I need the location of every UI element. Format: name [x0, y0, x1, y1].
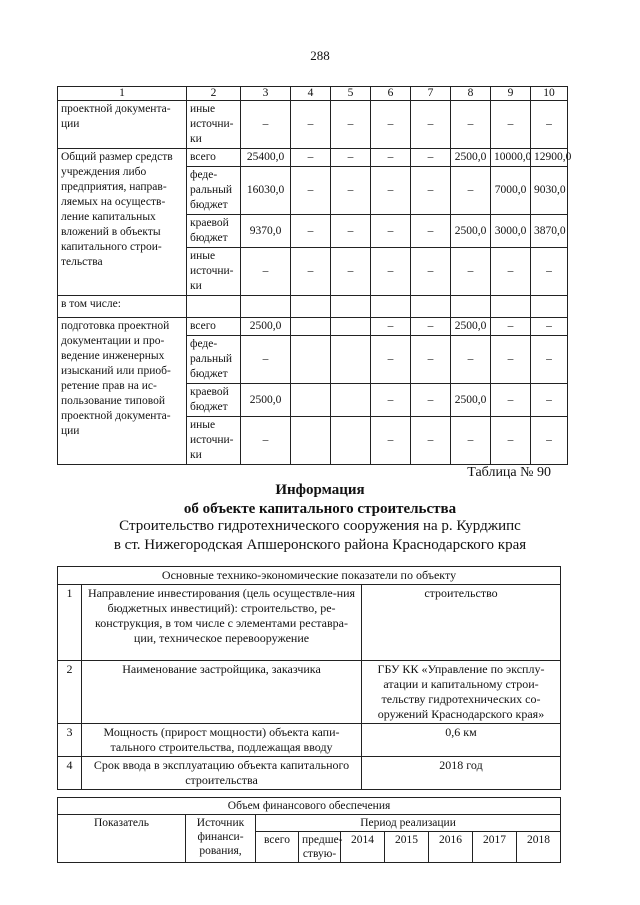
- year-column-header: 2018: [517, 832, 561, 863]
- value-cell: –: [451, 336, 491, 384]
- value-cell: –: [451, 101, 491, 149]
- value-cell: –: [411, 101, 451, 149]
- value-cell: –: [531, 318, 568, 336]
- indicators-header: Основные технико-экономические показатели по объекту: [58, 567, 561, 585]
- value-cell: –: [531, 417, 568, 465]
- value-cell: –: [451, 248, 491, 296]
- indicators-table: [57, 566, 561, 790]
- col-header: 10: [531, 87, 568, 101]
- value-cell: 12900,0: [531, 149, 568, 167]
- value-cell: [331, 336, 371, 384]
- object-title: [0, 517, 640, 555]
- indicator-column-header: Показатель: [58, 815, 186, 863]
- year-column-header: 2016: [429, 832, 473, 863]
- value-cell: –: [371, 384, 411, 417]
- value-cell: –: [241, 336, 291, 384]
- value-cell: –: [451, 417, 491, 465]
- value-cell: –: [531, 248, 568, 296]
- table-row: [58, 149, 568, 167]
- row-number: 4: [58, 757, 82, 790]
- value-cell: –: [291, 215, 331, 248]
- value-cell: [291, 318, 331, 336]
- indicator-name: Наименование застройщика, заказчика: [82, 661, 362, 724]
- value-cell: –: [331, 215, 371, 248]
- page-number: 288: [310, 48, 330, 63]
- value-cell: –: [531, 101, 568, 149]
- year-column-header: 2017: [473, 832, 517, 863]
- value-cell: 2500,0: [451, 149, 491, 167]
- value-cell: –: [531, 336, 568, 384]
- in-that-number-label: в том числе:: [58, 296, 187, 318]
- value-cell: –: [241, 248, 291, 296]
- value-cell: –: [371, 248, 411, 296]
- value-cell: –: [411, 318, 451, 336]
- title-line: об объекте капитального строительства: [183, 501, 457, 517]
- value-cell: [331, 318, 371, 336]
- col-header: 2: [187, 87, 241, 101]
- value-cell: –: [411, 215, 451, 248]
- source-cell: иные источни-ки: [187, 417, 241, 465]
- value-cell: –: [411, 248, 451, 296]
- source-cell: краевой бюджет: [187, 215, 241, 248]
- document-title: [0, 481, 640, 519]
- value-cell: –: [291, 149, 331, 167]
- year-column-header: 2015: [385, 832, 429, 863]
- value-cell: –: [331, 149, 371, 167]
- value-cell: –: [491, 101, 531, 149]
- value-cell: –: [491, 248, 531, 296]
- finance-table: [57, 797, 561, 863]
- row-label: проектной документа-ции: [58, 101, 187, 149]
- value-cell: –: [371, 101, 411, 149]
- finance-header: Объем финансового обеспечения: [58, 798, 561, 815]
- value-cell: –: [411, 417, 451, 465]
- row-label: подготовка проектной документации и про-ведение инженерных изысканий или приоб-ретение прав на ис-пользование типовой проектной документа-ции: [58, 318, 187, 465]
- value-cell: –: [411, 336, 451, 384]
- row-number: 2: [58, 661, 82, 724]
- investment-table: [57, 86, 572, 465]
- year-column-header: 2014: [341, 832, 385, 863]
- col-header: 9: [491, 87, 531, 101]
- value-cell: –: [291, 167, 331, 215]
- source-cell: феде-ральный бюджет: [187, 167, 241, 215]
- value-cell: [291, 384, 331, 417]
- col-header: 7: [411, 87, 451, 101]
- value-cell: [331, 384, 371, 417]
- col-header: 1: [58, 87, 187, 101]
- value-cell: –: [331, 101, 371, 149]
- row-number: 1: [58, 585, 82, 661]
- table-row: [58, 724, 561, 757]
- value-cell: –: [411, 384, 451, 417]
- source-cell: всего: [187, 318, 241, 336]
- previous-column-header: предше-ствую-: [299, 832, 341, 863]
- indicator-value: 0,6 км: [362, 724, 561, 757]
- source-cell: краевой бюджет: [187, 384, 241, 417]
- title-line: в ст. Нижегородская Апшеронского района Краснодарского края: [113, 537, 527, 553]
- indicator-name: Мощность (прирост мощности) объекта капи-тального строительства, подлежащая вводу: [82, 724, 362, 757]
- title-line: Информация: [275, 482, 365, 498]
- value-cell: 9370,0: [241, 215, 291, 248]
- title-line: Строительство гидротехнического сооружения на р. Курджипс: [119, 518, 521, 534]
- table-row: [58, 757, 561, 790]
- table-row: [58, 101, 568, 149]
- value-cell: –: [491, 417, 531, 465]
- value-cell: –: [241, 101, 291, 149]
- indicator-name: Срок ввода в эксплуатацию объекта капитального строительства: [82, 757, 362, 790]
- value-cell: [331, 417, 371, 465]
- value-cell: 2500,0: [451, 384, 491, 417]
- value-cell: 16030,0: [241, 167, 291, 215]
- value-cell: 2500,0: [451, 318, 491, 336]
- row-number: 3: [58, 724, 82, 757]
- value-cell: –: [291, 101, 331, 149]
- row-label: Общий размер средств учреждения либо предприятия, направ-ляемых на осуществ-ление капитальных вложений в объекты капитального строи-тельства: [58, 149, 187, 296]
- total-column-header: всего: [256, 832, 299, 863]
- source-cell: феде-ральный бюджет: [187, 336, 241, 384]
- value-cell: –: [531, 384, 568, 417]
- indicator-name: Направление инвестирования (цель осуществле-ния бюджетных инвестиций): строительство, ре-конструкция, в том числе с элементами реставра-ции, техническое перевооружение: [82, 585, 362, 661]
- value-cell: –: [411, 167, 451, 215]
- value-cell: 2500,0: [241, 318, 291, 336]
- value-cell: –: [491, 336, 531, 384]
- col-header: 6: [371, 87, 411, 101]
- value-cell: –: [371, 215, 411, 248]
- source-cell: всего: [187, 149, 241, 167]
- value-cell: –: [371, 149, 411, 167]
- value-cell: –: [331, 167, 371, 215]
- value-cell: –: [371, 318, 411, 336]
- table-row: [58, 585, 561, 661]
- value-cell: 3000,0: [491, 215, 531, 248]
- table-row: [58, 296, 568, 318]
- value-cell: 2500,0: [241, 384, 291, 417]
- value-cell: –: [241, 417, 291, 465]
- value-cell: 10000,0: [491, 149, 531, 167]
- value-cell: –: [291, 248, 331, 296]
- col-header: 4: [291, 87, 331, 101]
- column-number-row: [58, 87, 568, 101]
- value-cell: –: [331, 248, 371, 296]
- source-cell: иные источни-ки: [187, 248, 241, 296]
- indicator-value: строительство: [362, 585, 561, 661]
- value-cell: –: [371, 336, 411, 384]
- value-cell: –: [371, 417, 411, 465]
- col-header: 5: [331, 87, 371, 101]
- indicator-value: 2018 год: [362, 757, 561, 790]
- table-row: [58, 318, 568, 336]
- value-cell: 7000,0: [491, 167, 531, 215]
- value-cell: [291, 417, 331, 465]
- table-row: [58, 661, 561, 724]
- value-cell: –: [411, 149, 451, 167]
- value-cell: [291, 336, 331, 384]
- period-column-header: Период реализации: [256, 815, 561, 832]
- indicator-value: ГБУ КК «Управление по эксплу-атации и капитальному строи-тельству гидротехнических со-оружений Краснодарского края»: [362, 661, 561, 724]
- value-cell: –: [451, 167, 491, 215]
- col-header: 8: [451, 87, 491, 101]
- value-cell: 25400,0: [241, 149, 291, 167]
- table-caption: Таблица № 90: [467, 465, 551, 480]
- value-cell: 3870,0: [531, 215, 568, 248]
- value-cell: –: [371, 167, 411, 215]
- value-cell: 2500,0: [451, 215, 491, 248]
- source-cell: иные источни-ки: [187, 101, 241, 149]
- value-cell: 9030,0: [531, 167, 568, 215]
- source-column-header: Источник финанси-рования,: [186, 815, 256, 863]
- col-header: 3: [241, 87, 291, 101]
- value-cell: –: [491, 384, 531, 417]
- value-cell: –: [491, 318, 531, 336]
